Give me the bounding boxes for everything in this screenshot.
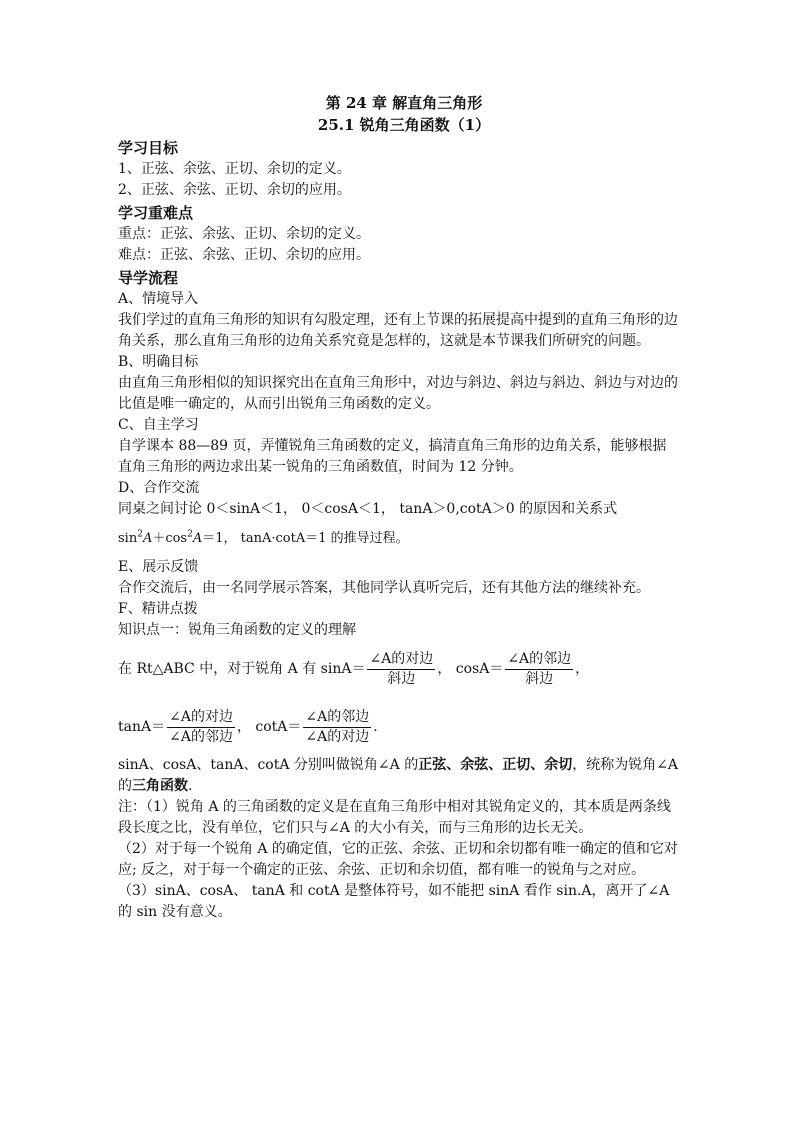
chapter-title: 第 24 章 解直角三角形 [325, 94, 483, 112]
definition-text [118, 755, 680, 797]
cot-fraction [303, 708, 371, 747]
formula-cos: ＋cos [152, 531, 188, 546]
definition-part: ，统称为锐角∠A 的 [118, 757, 679, 794]
definition-part: . [188, 778, 193, 794]
cot-label: ， cotA＝ [236, 718, 302, 735]
note-2: （2）对于每一个锐角 A 的确定值，它的正弦、余弦、正切和余切都有唯一确定的值和它对应; 反之，对于每一个确定的正弦、余弦、正切和余切值，都有唯一的锐角与之对应。 [118, 841, 678, 878]
definition-bold-term: 三角函数 [132, 778, 188, 794]
cot-numerator: ∠A的邻边 [303, 708, 371, 728]
goal-item: 1、正弦、余弦、正切、余切的定义。 [118, 161, 351, 177]
formula-prefix: 在 Rt△ABC 中，对于锐角 A 有 sinA＝ [118, 660, 366, 677]
definition-bold-names: 正弦、余弦、正切、余切 [418, 757, 573, 773]
section-d-text: 同桌之间讨论 0＜sinA＜1， 0＜cosA＜1， tanA＞0,cotA＞0 的原因和关系式 [118, 501, 618, 517]
key-points-heading: 学习重难点 [118, 204, 194, 222]
cot-denominator: ∠A的对边 [305, 728, 370, 745]
formula-exponent: 2 [137, 529, 143, 540]
flow-heading: 导学流程 [118, 269, 179, 287]
cos-numerator: ∠A的邻边 [505, 650, 573, 670]
section-title: 25.1 锐角三角函数（1） [317, 116, 491, 134]
definition-formula-line-2 [118, 705, 680, 749]
section-c-text: 自学课本 88—89 页，弄懂锐角三角函数的定义，搞清直角三角形的边角关系，能够根据直角三角形的两边求出某一锐角的三角函数值，时间为 12 分钟。 [118, 438, 667, 475]
formula-angle: A [142, 531, 153, 546]
sin-numerator: ∠A的对边 [367, 650, 435, 670]
definition-formula-line-1 [118, 647, 680, 691]
goal-item: 2、正弦、余弦、正切、余切的应用。 [118, 182, 351, 198]
note-3: （3）sinA、cosA、 tanA 和 cotA 是整体符号，如不能把 sinA 看作 sin.A，离开了∠A 的 sin 没有意义。 [118, 883, 670, 920]
tan-numerator: ∠A的对边 [167, 708, 235, 728]
formula-exponent: 2 [187, 529, 193, 540]
tan-denominator: ∠A的邻边 [169, 728, 233, 745]
definition-part: sinA、cosA、tanA、cotA 分别叫做锐角∠A 的 [118, 757, 419, 773]
formula-rest: ＝1， tanA·cotA＝1 的推导过程。 [202, 531, 409, 546]
document-page [118, 92, 680, 923]
tan-fraction [167, 708, 235, 747]
goals-heading: 学习目标 [118, 139, 179, 157]
cos-denominator: 斜边 [525, 670, 554, 687]
cos-label: ， cosA＝ [437, 660, 504, 677]
section-a-text: 我们学过的直角三角形的知识有勾股定理，还有上节课的拓展提高中提到的直角三角形的边角关系，那么直角三角形的边角关系究竟是怎样的，这就是本节课我们所研究的问题。 [118, 312, 678, 349]
difficulty-text: 难点：正弦、余弦、正切、余切的应用。 [118, 247, 370, 263]
identity-formula [118, 528, 680, 549]
formula-suffix: . [373, 718, 378, 735]
section-e-text: 合作交流后，由一名同学展示答案，其他同学认真听完后，还有其他方法的继续补充。 [118, 580, 650, 596]
tan-label: tanA＝ [118, 718, 166, 735]
section-f-title: F、精讲点拨 [118, 601, 198, 617]
note-1: 注：（1）锐角 A 的三角函数的定义是在直角三角形中相对其锐角定义的，其本质是两条线段长度之比，没有单位，它们只与∠A 的大小有关，而与三角形的边长无关。 [118, 799, 671, 836]
formula-angle: A [192, 531, 203, 546]
section-c-title: C、自主学习 [118, 417, 199, 433]
focus-text: 重点：正弦、余弦、正切、余切的定义。 [118, 226, 370, 242]
cos-fraction [505, 650, 573, 689]
sin-fraction [367, 650, 435, 689]
section-d-title: D、合作交流 [118, 480, 200, 496]
knowledge-point-title: 知识点一：锐角三角函数的定义的理解 [118, 622, 356, 638]
formula-suffix: ， [575, 660, 590, 677]
section-a-title: A、情境导入 [118, 291, 199, 307]
section-b-text: 由直角三角形相似的知识探究出在直角三角形中，对边与斜边、斜边与斜边、斜边与对边的比值是唯一确定的，从而引出锐角三角函数的定义。 [118, 375, 678, 412]
sin-denominator: 斜边 [387, 670, 416, 687]
formula-sin: sin [118, 531, 138, 546]
section-b-title: B、明确目标 [118, 354, 199, 370]
section-e-title: E、展示反馈 [118, 559, 199, 575]
